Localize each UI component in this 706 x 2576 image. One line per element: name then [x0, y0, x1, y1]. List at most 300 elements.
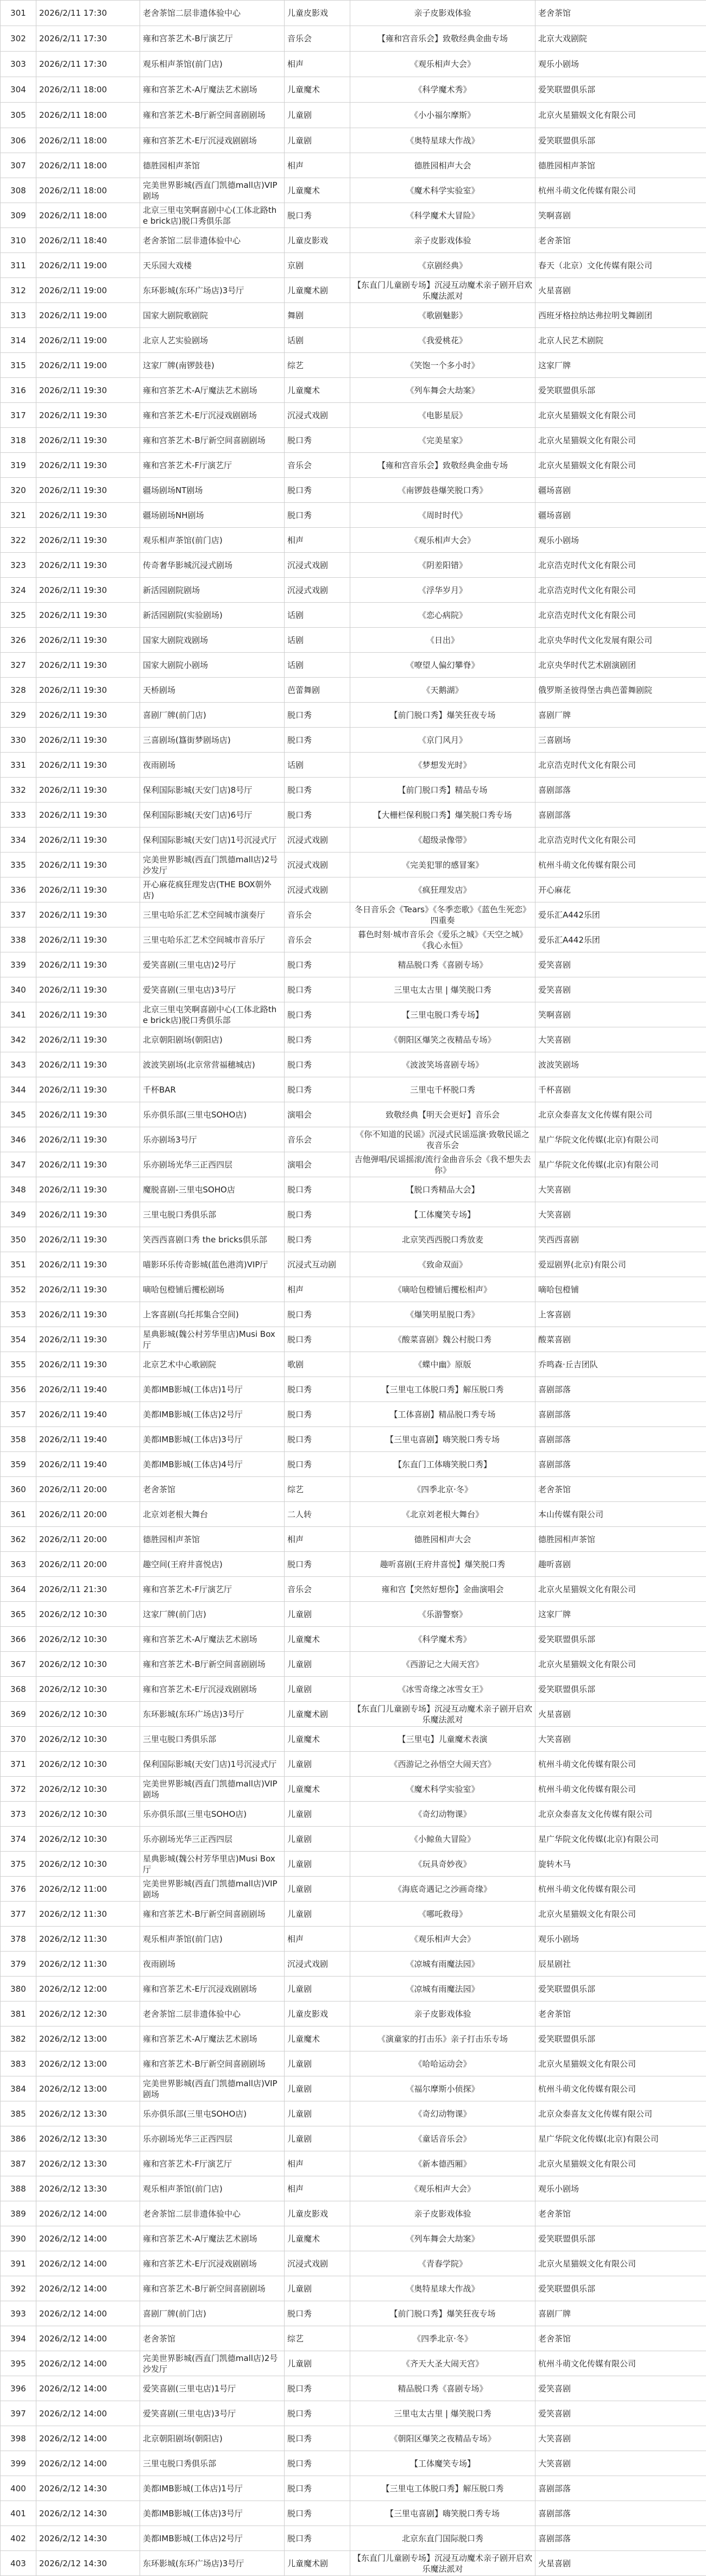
- show-title-cell: 《童话音乐会》: [350, 2126, 535, 2151]
- row-number-cell: 342: [1, 1027, 36, 1052]
- organizer-cell: 杭州斗萌文化传媒有限公司: [535, 1752, 706, 1777]
- row-number-cell: 321: [1, 503, 36, 528]
- date-time-cell: 2026/2/11 19:30: [36, 678, 140, 703]
- date-time-cell: 2026/2/12 14:00: [36, 2451, 140, 2476]
- date-time-cell: 2026/2/11 18:00: [36, 178, 140, 203]
- table-row: [1, 1852, 706, 1877]
- table-row: [1, 2026, 706, 2051]
- venue-cell: 三里屯脱口秀俱乐部: [140, 1202, 285, 1227]
- venue-cell: 这家厂牌(南锣鼓巷): [140, 353, 285, 378]
- date-time-cell: 2026/2/11 19:30: [36, 503, 140, 528]
- genre-cell: 相声: [285, 52, 350, 77]
- organizer-cell: 北京浩克时代文化有限公司: [535, 603, 706, 628]
- show-title-cell: 雍和宫【突然好想你】金曲演唱会: [350, 1577, 535, 1602]
- date-time-cell: 2026/2/11 19:30: [36, 1202, 140, 1227]
- venue-cell: 雍和宫茶艺术-B厅新空间喜剧剧场: [140, 2051, 285, 2076]
- organizer-cell: 北京央华时代文化发展有限公司: [535, 628, 706, 653]
- row-number-cell: 378: [1, 1927, 36, 1952]
- venue-cell: 雍和宫茶艺术-B厅新空间喜剧剧场: [140, 1902, 285, 1927]
- row-number-cell: 386: [1, 2126, 36, 2151]
- table-row: [1, 1427, 706, 1452]
- genre-cell: 儿童剧: [285, 2351, 350, 2376]
- row-number-cell: 358: [1, 1427, 36, 1452]
- organizer-cell: 笑西西喜剧: [535, 1227, 706, 1252]
- show-title-cell: 【脱口秀精品大会】: [350, 1177, 535, 1202]
- venue-cell: 爱笑喜剧(三里屯店)1号厅: [140, 2376, 285, 2401]
- show-title-cell: 三里屯太古里 | 爆笑脱口秀: [350, 2401, 535, 2426]
- date-time-cell: 2026/2/12 14:00: [36, 2201, 140, 2226]
- date-time-cell: 2026/2/11 19:30: [36, 703, 140, 728]
- organizer-cell: 北京浩克时代文化有限公司: [535, 553, 706, 578]
- show-title-cell: 《魔术科学实验室》: [350, 178, 535, 203]
- row-number-cell: 389: [1, 2201, 36, 2226]
- organizer-cell: 喜剧部落: [535, 2526, 706, 2551]
- genre-cell: 儿童剧: [285, 2076, 350, 2101]
- show-title-cell: 【三里屯】儿童魔术表演: [350, 1727, 535, 1752]
- organizer-cell: 爱笑联盟俱乐部: [535, 1977, 706, 2002]
- table-row: [1, 303, 706, 328]
- venue-cell: 传奇奢华影城沉浸式剧场: [140, 553, 285, 578]
- venue-cell: 乐亦剧场光华三正西四层: [140, 1827, 285, 1852]
- organizer-cell: 爱笑喜剧: [535, 2376, 706, 2401]
- venue-cell: 乐亦俱乐部(三里屯SOHO店): [140, 2101, 285, 2126]
- show-title-cell: 【工体喜剧】精品脱口秀专场: [350, 1402, 535, 1427]
- date-time-cell: 2026/2/12 10:30: [36, 1802, 140, 1827]
- date-time-cell: 2026/2/11 20:00: [36, 1527, 140, 1552]
- date-time-cell: 2026/2/11 19:30: [36, 1177, 140, 1202]
- date-time-cell: 2026/2/12 10:30: [36, 1627, 140, 1652]
- venue-cell: 观乐相声茶馆(前门店): [140, 52, 285, 77]
- show-title-cell: 《我爱桃花》: [350, 328, 535, 353]
- date-time-cell: 2026/2/12 10:30: [36, 1727, 140, 1752]
- genre-cell: 沉浸式戏剧: [285, 578, 350, 603]
- organizer-cell: 爱笑联盟俱乐部: [535, 2226, 706, 2251]
- organizer-cell: 喜剧部落: [535, 803, 706, 828]
- table-row: [1, 2551, 706, 2576]
- organizer-cell: 火星喜剧: [535, 2551, 706, 2576]
- table-row: [1, 1977, 706, 2002]
- date-time-cell: 2026/2/11 19:30: [36, 1102, 140, 1127]
- table-row: [1, 2301, 706, 2326]
- organizer-cell: 北京火星猫娱文化有限公司: [535, 2251, 706, 2276]
- date-time-cell: 2026/2/11 19:00: [36, 303, 140, 328]
- row-number-cell: 315: [1, 353, 36, 378]
- organizer-cell: 大笑喜剧: [535, 1027, 706, 1052]
- organizer-cell: 疆场喜剧: [535, 478, 706, 503]
- genre-cell: 脱口秀: [285, 2476, 350, 2501]
- venue-cell: 完美世界影城(西直门凯德mall店)VIP剧场: [140, 1777, 285, 1802]
- table-row: [1, 977, 706, 1002]
- genre-cell: 演唱会: [285, 1102, 350, 1127]
- genre-cell: 脱口秀: [285, 2526, 350, 2551]
- genre-cell: 脱口秀: [285, 1027, 350, 1052]
- row-number-cell: 313: [1, 303, 36, 328]
- date-time-cell: 2026/2/11 17:30: [36, 26, 140, 52]
- venue-cell: 天桥剧场: [140, 678, 285, 703]
- table-row: [1, 902, 706, 927]
- genre-cell: 脱口秀: [285, 1202, 350, 1227]
- row-number-cell: 311: [1, 253, 36, 278]
- genre-cell: 脱口秀: [285, 478, 350, 503]
- show-title-cell: 【前门脱口秀】爆笑狂夜专场: [350, 703, 535, 728]
- venue-cell: 乐亦俱乐部(三里屯SOHO店): [140, 1102, 285, 1127]
- organizer-cell: 老舍茶馆: [535, 2002, 706, 2026]
- show-title-cell: 《梦想发光时》: [350, 753, 535, 778]
- organizer-cell: 爱笑联盟俱乐部: [535, 2276, 706, 2301]
- organizer-cell: 波波笑剧场: [535, 1052, 706, 1077]
- organizer-cell: 德胜园相声茶馆: [535, 1527, 706, 1552]
- genre-cell: 京剧: [285, 253, 350, 278]
- table-row: [1, 228, 706, 253]
- show-title-cell: 《齐天大圣大闹天宫》: [350, 2351, 535, 2376]
- date-time-cell: 2026/2/11 18:00: [36, 153, 140, 178]
- organizer-cell: 大笑喜剧: [535, 2426, 706, 2451]
- genre-cell: 脱口秀: [285, 503, 350, 528]
- show-title-cell: 《奥特星球大作战》: [350, 128, 535, 153]
- venue-cell: 东环影城(东环广场店)3号厅: [140, 2551, 285, 2576]
- venue-cell: 喜剧厂牌(前门店): [140, 703, 285, 728]
- genre-cell: 舞剧: [285, 303, 350, 328]
- show-title-cell: 《列车舞会大劫案》: [350, 2226, 535, 2251]
- venue-cell: 美都IMB影城(工体店)1号厅: [140, 2476, 285, 2501]
- table-row: [1, 2351, 706, 2376]
- genre-cell: 脱口秀: [285, 1177, 350, 1202]
- show-title-cell: 《爆笑明星脱口秀》: [350, 1302, 535, 1327]
- row-number-cell: 346: [1, 1127, 36, 1152]
- venue-cell: 北京朝阳剧场(朝阳店): [140, 2426, 285, 2451]
- row-number-cell: 308: [1, 178, 36, 203]
- venue-cell: 北京人艺实验剧场: [140, 328, 285, 353]
- genre-cell: 相声: [285, 2176, 350, 2201]
- date-time-cell: 2026/2/12 14:30: [36, 2526, 140, 2551]
- organizer-cell: 杭州斗萌文化传媒有限公司: [535, 2076, 706, 2101]
- venue-cell: 国家大剧院小剧场: [140, 653, 285, 678]
- row-number-cell: 388: [1, 2176, 36, 2201]
- venue-cell: 雍和宫茶艺术-E厅沉浸戏剧剧场: [140, 403, 285, 428]
- table-row: [1, 428, 706, 453]
- show-title-cell: 【东直门儿童剧专场】沉浸互动魔术亲子剧开启欢乐魔法派对: [350, 1702, 535, 1727]
- table-row: [1, 2101, 706, 2126]
- table-row: [1, 927, 706, 952]
- organizer-cell: 星广华院文化传媒(北京)有限公司: [535, 1127, 706, 1152]
- genre-cell: 脱口秀: [285, 728, 350, 753]
- organizer-cell: 俄罗斯圣彼得堡古典芭蕾舞剧院: [535, 678, 706, 703]
- row-number-cell: 324: [1, 578, 36, 603]
- date-time-cell: 2026/2/12 14:00: [36, 2351, 140, 2376]
- date-time-cell: 2026/2/11 19:30: [36, 828, 140, 853]
- venue-cell: 雍和宫茶艺术-F厅演艺厅: [140, 1577, 285, 1602]
- table-row: [1, 678, 706, 703]
- row-number-cell: 318: [1, 428, 36, 453]
- genre-cell: 音乐会: [285, 927, 350, 952]
- table-row: [1, 2426, 706, 2451]
- show-title-cell: 《哪吒救母》: [350, 1902, 535, 1927]
- table-row: [1, 153, 706, 178]
- venue-cell: 开心麻花疯狂理发店(THE BOX朝外店): [140, 877, 285, 902]
- venue-cell: 保利国际影城(天安门店)8号厅: [140, 778, 285, 803]
- venue-cell: 雍和宫茶艺术-A厅魔法艺术剧场: [140, 378, 285, 403]
- table-row: [1, 1, 706, 26]
- row-number-cell: 304: [1, 77, 36, 103]
- show-title-cell: 《嘹望人偏幻攀脊》: [350, 653, 535, 678]
- row-number-cell: 365: [1, 1602, 36, 1627]
- table-row: [1, 1677, 706, 1702]
- genre-cell: 脱口秀: [285, 1227, 350, 1252]
- date-time-cell: 2026/2/11 19:00: [36, 353, 140, 378]
- venue-cell: 东环影城(东环广场店)3号厅: [140, 1702, 285, 1727]
- table-row: [1, 378, 706, 403]
- show-title-cell: 【雍和宫音乐会】致敬经典金曲专场: [350, 26, 535, 52]
- genre-cell: 儿童魔术: [285, 1777, 350, 1802]
- genre-cell: 脱口秀: [285, 2426, 350, 2451]
- venue-cell: 嘀哈包橙铺后攫松剧场: [140, 1277, 285, 1302]
- venue-cell: 北京艺术中心歌剧院: [140, 1352, 285, 1377]
- row-number-cell: 327: [1, 653, 36, 678]
- row-number-cell: 382: [1, 2026, 36, 2051]
- organizer-cell: 爱笑联盟俱乐部: [535, 77, 706, 103]
- table-row: [1, 2451, 706, 2476]
- row-number-cell: 379: [1, 1952, 36, 1977]
- genre-cell: 脱口秀: [285, 1427, 350, 1452]
- genre-cell: 沉浸式戏剧: [285, 877, 350, 902]
- show-title-cell: 【前门脱口秀】精品专场: [350, 778, 535, 803]
- organizer-cell: 北京火星猫娱文化有限公司: [535, 1577, 706, 1602]
- table-row: [1, 1702, 706, 1727]
- show-title-cell: 《西游记之大闹天宫》: [350, 1652, 535, 1677]
- table-row: [1, 1402, 706, 1427]
- venue-cell: 爱笑喜剧(三里屯店)2号厅: [140, 952, 285, 977]
- show-title-cell: 《观乐相声大会》: [350, 1927, 535, 1952]
- venue-cell: 雍和宫茶艺术-B厅新空间喜剧剧场: [140, 1652, 285, 1677]
- genre-cell: 相声: [285, 1277, 350, 1302]
- venue-cell: 美都IMB影城(工体店)1号厅: [140, 1377, 285, 1402]
- date-time-cell: 2026/2/12 14:00: [36, 2376, 140, 2401]
- table-row: [1, 828, 706, 853]
- venue-cell: 喵影环乐传奇影城(蓝色港湾)VIP厅: [140, 1252, 285, 1277]
- date-time-cell: 2026/2/12 13:00: [36, 2076, 140, 2101]
- genre-cell: 沉浸式戏剧: [285, 553, 350, 578]
- genre-cell: 儿童皮影戏: [285, 2002, 350, 2026]
- venue-cell: 美都IMB影城(工体店)2号厅: [140, 2526, 285, 2551]
- genre-cell: 儿童魔术: [285, 1627, 350, 1652]
- row-number-cell: 314: [1, 328, 36, 353]
- organizer-cell: 本山传媒有限公司: [535, 1502, 706, 1527]
- row-number-cell: 380: [1, 1977, 36, 2002]
- genre-cell: 话剧: [285, 603, 350, 628]
- organizer-cell: 北京人民艺术剧院: [535, 328, 706, 353]
- show-title-cell: 《波波笑场喜剧专场》: [350, 1052, 535, 1077]
- date-time-cell: 2026/2/12 10:30: [36, 1777, 140, 1802]
- venue-cell: 天乐园大戏楼: [140, 253, 285, 278]
- venue-cell: 观乐相声茶馆(前门店): [140, 1927, 285, 1952]
- show-title-cell: 吉他弹唱/民谣摇滚/流行金曲音乐会《我不想失去你》: [350, 1152, 535, 1177]
- date-time-cell: 2026/2/12 12:30: [36, 2002, 140, 2026]
- table-row: [1, 1627, 706, 1652]
- genre-cell: 儿童剧: [285, 1852, 350, 1877]
- row-number-cell: 345: [1, 1102, 36, 1127]
- venue-cell: 北京刘老根大舞台: [140, 1502, 285, 1527]
- table-row: [1, 178, 706, 203]
- row-number-cell: 340: [1, 977, 36, 1002]
- organizer-cell: 老舍茶馆: [535, 1477, 706, 1502]
- date-time-cell: 2026/2/11 17:30: [36, 52, 140, 77]
- show-title-cell: 《乐游警察》: [350, 1602, 535, 1627]
- date-time-cell: 2026/2/12 13:30: [36, 2151, 140, 2176]
- organizer-cell: 这家厂牌: [535, 1602, 706, 1627]
- organizer-cell: 星广华院文化传媒(北京)有限公司: [535, 2126, 706, 2151]
- table-row: [1, 1802, 706, 1827]
- organizer-cell: 上客喜剧: [535, 1302, 706, 1327]
- genre-cell: 脱口秀: [285, 1402, 350, 1427]
- show-title-cell: 《奇幻动物课》: [350, 2101, 535, 2126]
- venue-cell: 雍和宫茶艺术-F厅演艺厅: [140, 453, 285, 478]
- organizer-cell: 爱笑喜剧: [535, 2401, 706, 2426]
- row-number-cell: 371: [1, 1752, 36, 1777]
- organizer-cell: 北京央华时代艺术剧演剧团: [535, 653, 706, 678]
- venue-cell: 雍和宫茶艺术-A厅魔法艺术剧场: [140, 2226, 285, 2251]
- date-time-cell: 2026/2/11 19:30: [36, 1027, 140, 1052]
- row-number-cell: 332: [1, 778, 36, 803]
- row-number-cell: 392: [1, 2276, 36, 2301]
- date-time-cell: 2026/2/11 19:30: [36, 1352, 140, 1377]
- organizer-cell: 喜剧部落: [535, 2501, 706, 2526]
- venue-cell: 疆场剧场NH剧场: [140, 503, 285, 528]
- date-time-cell: 2026/2/11 19:30: [36, 1152, 140, 1177]
- organizer-cell: 爱笑联盟俱乐部: [535, 128, 706, 153]
- genre-cell: 儿童魔术: [285, 2026, 350, 2051]
- venue-cell: 德胜园相声茶馆: [140, 1527, 285, 1552]
- organizer-cell: 大笑喜剧: [535, 2451, 706, 2476]
- organizer-cell: 北京众泰喜友文化传媒有限公司: [535, 2101, 706, 2126]
- row-number-cell: 399: [1, 2451, 36, 2476]
- show-title-cell: 《浮华岁月》: [350, 578, 535, 603]
- genre-cell: 话剧: [285, 653, 350, 678]
- show-title-cell: 《北京刘老根大舞台》: [350, 1502, 535, 1527]
- venue-cell: 美都IMB影城(工体店)2号厅: [140, 1402, 285, 1427]
- row-number-cell: 400: [1, 2476, 36, 2501]
- table-row: [1, 528, 706, 553]
- table-row: [1, 877, 706, 902]
- venue-cell: 乐亦剧场光华三正西四层: [140, 1152, 285, 1177]
- genre-cell: 脱口秀: [285, 1452, 350, 1477]
- show-title-cell: 亲子皮影戏体验: [350, 2201, 535, 2226]
- genre-cell: 音乐会: [285, 1127, 350, 1152]
- organizer-cell: 星广华院文化传媒(北京)有限公司: [535, 1152, 706, 1177]
- organizer-cell: 喜剧部落: [535, 778, 706, 803]
- table-row: [1, 1077, 706, 1102]
- row-number-cell: 329: [1, 703, 36, 728]
- date-time-cell: 2026/2/12 14:00: [36, 2226, 140, 2251]
- date-time-cell: 2026/2/12 11:30: [36, 1902, 140, 1927]
- venue-cell: 完美世界影城(西直门凯德mall店)2号沙发厅: [140, 853, 285, 877]
- row-number-cell: 328: [1, 678, 36, 703]
- table-row: [1, 1277, 706, 1302]
- row-number-cell: 353: [1, 1302, 36, 1327]
- date-time-cell: 2026/2/11 19:30: [36, 653, 140, 678]
- row-number-cell: 302: [1, 26, 36, 52]
- genre-cell: 演唱会: [285, 1152, 350, 1177]
- table-row: [1, 1777, 706, 1802]
- genre-cell: 儿童剧: [285, 2051, 350, 2076]
- genre-cell: 沉浸式戏剧: [285, 403, 350, 428]
- row-number-cell: 387: [1, 2151, 36, 2176]
- organizer-cell: 北京大戏剧院: [535, 26, 706, 52]
- venue-cell: 美都IMB影城(工体店)4号厅: [140, 1452, 285, 1477]
- venue-cell: 北京朝阳剧场(朝阳店): [140, 1027, 285, 1052]
- venue-cell: 美都IMB影城(工体店)3号厅: [140, 2501, 285, 2526]
- venue-cell: 三里屯脱口秀俱乐部: [140, 2451, 285, 2476]
- table-row: [1, 2326, 706, 2351]
- table-row: [1, 2526, 706, 2551]
- table-row: [1, 2076, 706, 2101]
- row-number-cell: 391: [1, 2251, 36, 2276]
- date-time-cell: 2026/2/11 19:00: [36, 328, 140, 353]
- genre-cell: 沉浸式戏剧: [285, 1952, 350, 1977]
- genre-cell: 沉浸式戏剧: [285, 828, 350, 853]
- table-row: [1, 1652, 706, 1677]
- row-number-cell: 343: [1, 1052, 36, 1077]
- table-row: [1, 1127, 706, 1152]
- venue-cell: 疆场剧场NT剧场: [140, 478, 285, 503]
- organizer-cell: 大笑喜剧: [535, 1177, 706, 1202]
- genre-cell: 儿童魔术: [285, 77, 350, 103]
- date-time-cell: 2026/2/12 11:30: [36, 1952, 140, 1977]
- organizer-cell: 北京众泰喜友文化传媒有限公司: [535, 1102, 706, 1127]
- venue-cell: 雍和宫茶艺术-E厅沉浸戏剧剧场: [140, 2251, 285, 2276]
- row-number-cell: 337: [1, 902, 36, 927]
- date-time-cell: 2026/2/11 19:30: [36, 977, 140, 1002]
- show-title-cell: 《朝阳区爆笑之夜精品专场》: [350, 1027, 535, 1052]
- table-row: [1, 328, 706, 353]
- date-time-cell: 2026/2/11 19:30: [36, 1302, 140, 1327]
- genre-cell: 音乐会: [285, 902, 350, 927]
- row-number-cell: 303: [1, 52, 36, 77]
- organizer-cell: 北京火星猫娱文化有限公司: [535, 428, 706, 453]
- show-title-cell: 《青春学院》: [350, 2251, 535, 2276]
- genre-cell: 相声: [285, 528, 350, 553]
- show-title-cell: 【东直门儿童剧专场】沉浸互动魔术亲子剧开启欢乐魔法派对: [350, 2551, 535, 2576]
- date-time-cell: 2026/2/12 14:30: [36, 2551, 140, 2576]
- table-row: [1, 703, 706, 728]
- organizer-cell: 喜剧部落: [535, 2476, 706, 2501]
- show-title-cell: 《笑饱一个多小时》: [350, 353, 535, 378]
- organizer-cell: 旋转木马: [535, 1852, 706, 1877]
- table-row: [1, 1602, 706, 1627]
- date-time-cell: 2026/2/12 14:00: [36, 2326, 140, 2351]
- show-title-cell: 《周时时代》: [350, 503, 535, 528]
- table-row: [1, 278, 706, 303]
- genre-cell: 儿童剧: [285, 1652, 350, 1677]
- row-number-cell: 307: [1, 153, 36, 178]
- organizer-cell: 春天（北京）文化传媒有限公司: [535, 253, 706, 278]
- venue-cell: 东环影城(东环广场店)3号厅: [140, 278, 285, 303]
- row-number-cell: 322: [1, 528, 36, 553]
- genre-cell: 脱口秀: [285, 1552, 350, 1577]
- organizer-cell: 火星喜剧: [535, 278, 706, 303]
- show-title-cell: 【三里屯脱口秀专场】: [350, 1002, 535, 1027]
- table-row: [1, 2226, 706, 2251]
- venue-cell: 观乐相声茶馆(前门店): [140, 2176, 285, 2201]
- genre-cell: 儿童剧: [285, 1752, 350, 1777]
- organizer-cell: 杭州斗萌文化传媒有限公司: [535, 853, 706, 877]
- genre-cell: 脱口秀: [285, 2501, 350, 2526]
- table-row: [1, 203, 706, 228]
- table-row: [1, 77, 706, 103]
- genre-cell: 脱口秀: [285, 203, 350, 228]
- show-title-cell: 《观乐相声大会》: [350, 2176, 535, 2201]
- row-number-cell: 370: [1, 1727, 36, 1752]
- row-number-cell: 331: [1, 753, 36, 778]
